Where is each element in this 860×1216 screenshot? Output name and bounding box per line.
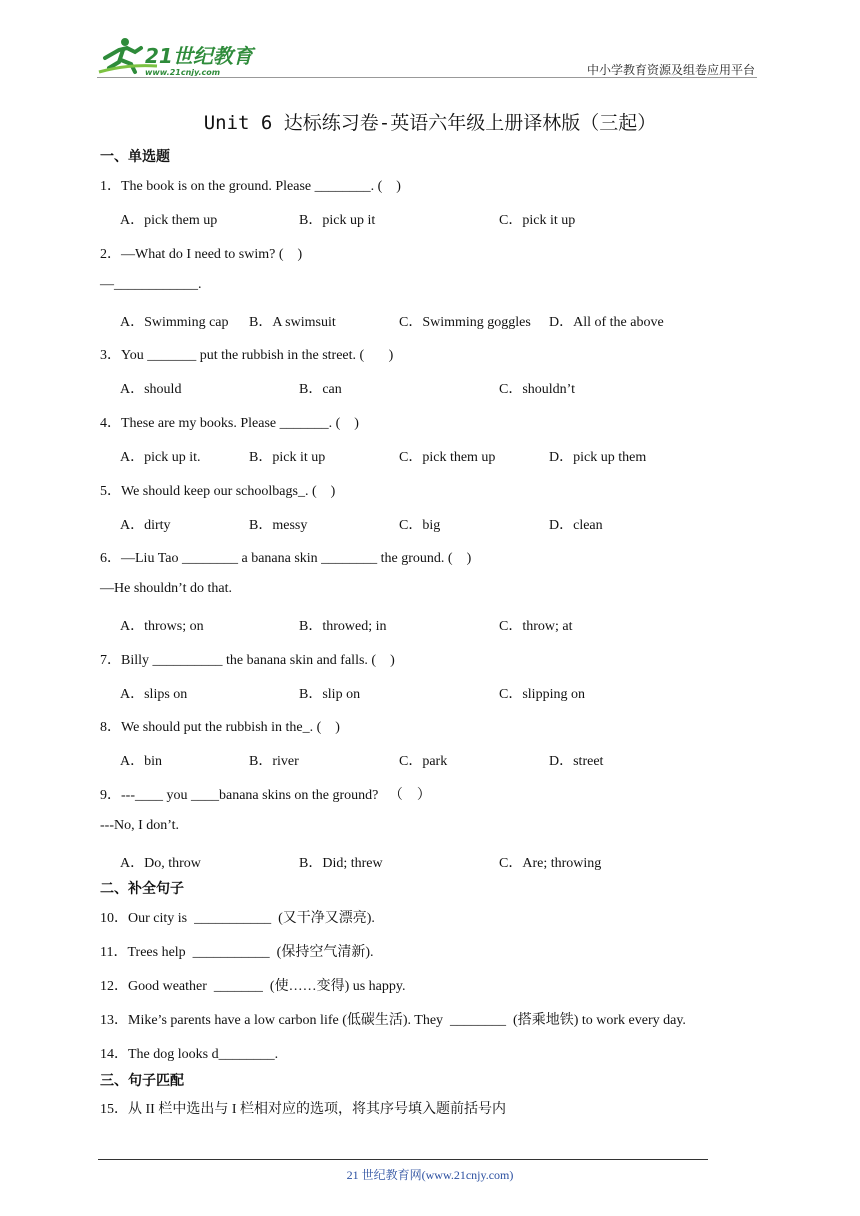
question-2-reply: —____________. xyxy=(100,277,202,292)
q5-option-a: A．dirty xyxy=(120,518,171,533)
q7-option-c: C．slipping on xyxy=(499,687,585,702)
platform-name: 中小学教育资源及组卷应用平台 xyxy=(586,63,755,77)
q2-option-c: C．Swimming goggles xyxy=(399,315,531,330)
q7-option-b: B．slip on xyxy=(299,687,361,702)
q2-option-d: D．All of the above xyxy=(549,315,664,330)
question-8: 8．We should put the rubbish in the_. ( ) xyxy=(100,720,340,735)
question-3: 3．You _______ put the rubbish in the street. ( ) xyxy=(100,348,394,363)
q2-option-b: B．A swimsuit xyxy=(249,315,336,330)
q5-option-d: D．clean xyxy=(549,518,603,533)
q8-option-d: D．street xyxy=(549,754,604,769)
q3-option-c: C．shouldn’t xyxy=(499,382,575,397)
q9-option-b: B．Did; threw xyxy=(299,856,383,871)
section-sentence-matching: 三、句子匹配 xyxy=(100,1074,184,1089)
page-header xyxy=(97,32,757,78)
question-13: 13．Mike’s parents have a low carbon life (低碳生活). They ________ (搭乘地铁) to work every day. xyxy=(100,1013,686,1028)
question-11: 11．Trees help ___________ (保持空气清新). xyxy=(100,945,374,960)
svg-text:www.21cnjy.com: www.21cnjy.com xyxy=(145,68,221,76)
q3-option-b: B．can xyxy=(299,382,342,397)
q1-option-b: B．pick up it xyxy=(299,213,376,228)
question-5: 5．We should keep our schoolbags_. ( ) xyxy=(100,484,336,499)
question-7: 7．Billy __________ the banana skin and falls. ( ) xyxy=(100,653,395,668)
q8-option-a: A．bin xyxy=(120,754,162,769)
footer-divider xyxy=(98,1159,708,1160)
q5-option-b: B．messy xyxy=(249,518,308,533)
q6-option-a: A．throws; on xyxy=(120,619,204,634)
question-9-reply: ---No, I don’t. xyxy=(100,818,180,833)
footer-link[interactable]: 21 世纪教育网(www.21cnjy.com) xyxy=(346,1168,514,1182)
q8-option-c: C．park xyxy=(399,754,448,769)
q3-option-a: A．should xyxy=(120,382,182,397)
question-9: 9．---____ you ____banana skins on the ground? （ ） xyxy=(100,788,431,803)
logo xyxy=(97,36,257,76)
q1-option-a: A．pick them up xyxy=(120,213,218,228)
svg-text:21世纪教育: 21世纪教育 xyxy=(145,44,253,68)
q2-option-a: A．Swimming cap xyxy=(120,315,229,330)
question-15: 15．从 II 栏中选出与 I 栏相对应的选项，将其序号填入题前括号内 xyxy=(100,1102,506,1117)
question-10: 10．Our city is ___________ (又干净又漂亮). xyxy=(100,911,375,926)
section-complete-sentences: 二、补全句子 xyxy=(100,882,184,897)
q4-option-b: B．pick it up xyxy=(249,450,326,465)
runner-logo-icon xyxy=(97,36,257,76)
question-14: 14．The dog looks d________. xyxy=(100,1047,279,1062)
q6-option-c: C．throw; at xyxy=(499,619,573,634)
page-title: Unit 6 达标练习卷-英语六年级上册译林版（三起） xyxy=(203,112,657,134)
q7-option-a: A．slips on xyxy=(120,687,188,702)
q4-option-d: D．pick up them xyxy=(549,450,647,465)
q9-option-c: C．Are; throwing xyxy=(499,856,602,871)
q4-option-a: A．pick up it. xyxy=(120,450,201,465)
question-4: 4．These are my books. Please _______. ( ) xyxy=(100,416,359,431)
question-6-reply: —He shouldn’t do that. xyxy=(100,581,232,596)
q9-option-a: A．Do, throw xyxy=(120,856,201,871)
question-12: 12．Good weather _______ (使……变得) us happy. xyxy=(100,979,406,994)
header-divider xyxy=(97,77,757,78)
question-1: 1．The book is on the ground. Please ________. ( ) xyxy=(100,179,401,194)
question-2: 2．—What do I need to swim? ( ) xyxy=(100,247,303,262)
q6-option-b: B．throwed; in xyxy=(299,619,387,634)
question-6: 6．—Liu Tao ________ a banana skin ________ the ground. ( ) xyxy=(100,551,472,566)
q8-option-b: B．river xyxy=(249,754,299,769)
q1-option-c: C．pick it up xyxy=(499,213,576,228)
q5-option-c: C．big xyxy=(399,518,441,533)
q4-option-c: C．pick them up xyxy=(399,450,496,465)
section-single-choice: 一、单选题 xyxy=(100,150,170,165)
